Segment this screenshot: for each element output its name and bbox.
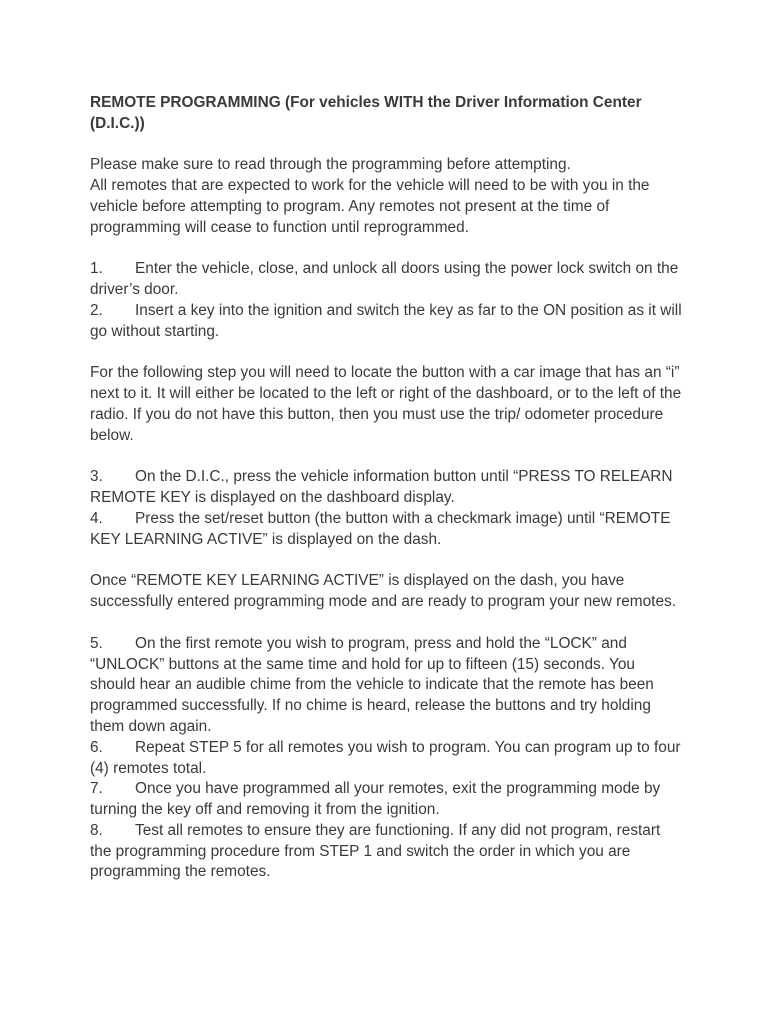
step-number: 8. bbox=[90, 821, 103, 839]
spacer bbox=[90, 551, 682, 572]
spacer bbox=[90, 135, 682, 156]
step-text: Insert a key into the ignition and switch the key as far to the ON position as it will go without starting. bbox=[90, 301, 682, 340]
learning-active-paragraph: Once “REMOTE KEY LEARNING ACTIVE” is displayed on the dash, you have successfully entered programming mode and are ready to program your new remotes. bbox=[90, 572, 676, 611]
step-item bbox=[90, 821, 682, 883]
step-item bbox=[90, 509, 682, 551]
steps-group-b bbox=[90, 467, 682, 550]
step-item bbox=[90, 259, 682, 301]
step-text: Repeat STEP 5 for all remotes you wish to program. You can program up to four (4) remotes total. bbox=[90, 738, 681, 777]
intro-paragraph-2: All remotes that are expected to work for the vehicle will need to be with you in the vehicle before attempting to program. Any remotes not present at the time of programming will cease to function until reprogrammed. bbox=[90, 177, 650, 236]
spacer bbox=[90, 239, 682, 260]
step-number: 3. bbox=[90, 468, 103, 486]
spacer bbox=[90, 447, 682, 468]
step-text: Once you have programmed all your remotes, exit the programming mode by turning the key off and removing it from the ignition. bbox=[90, 780, 661, 819]
step-item bbox=[90, 634, 682, 738]
step-number: 7. bbox=[90, 780, 103, 798]
steps-group-a bbox=[90, 259, 682, 342]
step-text: Press the set/reset button (the button with a checkmark image) until “REMOTE KEY LEARNING ACTIVE” is displayed on the dash. bbox=[90, 509, 671, 548]
intro-paragraph-1: Please make sure to read through the programming before attempting. bbox=[90, 156, 571, 174]
step-number: 2. bbox=[90, 301, 103, 319]
steps-group-c bbox=[90, 634, 682, 884]
step-text: Test all remotes to ensure they are functioning. If any did not program, restart the programming procedure from STEP 1 and switch the order in which you are programming the remotes. bbox=[90, 821, 661, 881]
step-item bbox=[90, 301, 682, 343]
document-title: REMOTE PROGRAMMING (For vehicles WITH the Driver Information Center (D.I.C.)) bbox=[90, 94, 642, 132]
step-number: 1. bbox=[90, 260, 103, 278]
step-number: 5. bbox=[90, 634, 103, 652]
step-text: On the D.I.C., press the vehicle information button until “PRESS TO RELEARN REMOTE KEY is displayed on the dashboard display. bbox=[90, 468, 673, 507]
step-number: 4. bbox=[90, 509, 103, 527]
spacer bbox=[90, 613, 682, 634]
step-text: Enter the vehicle, close, and unlock all doors using the power lock switch on the driver’s door. bbox=[90, 260, 679, 299]
button-location-paragraph: For the following step you will need to locate the button with a car image that has an “i” next to it. It will either be located to the left or right of the dashboard, or to the left of the radio. If you do not have this button, then you must use the trip/ odometer procedure below. bbox=[90, 364, 682, 444]
step-item bbox=[90, 467, 682, 509]
step-item bbox=[90, 738, 682, 780]
document-page bbox=[90, 93, 682, 883]
step-text: On the first remote you wish to program, press and hold the “LOCK” and “UNLOCK” buttons at the same time and hold for up to fifteen (15) seconds. You should hear an audible chime from the vehicle to indicate that the remote has been programmed successfully. If no chime is heard, release the buttons and try holding them down again. bbox=[90, 634, 654, 735]
spacer bbox=[90, 343, 682, 364]
step-number: 6. bbox=[90, 738, 103, 756]
step-item bbox=[90, 779, 682, 821]
